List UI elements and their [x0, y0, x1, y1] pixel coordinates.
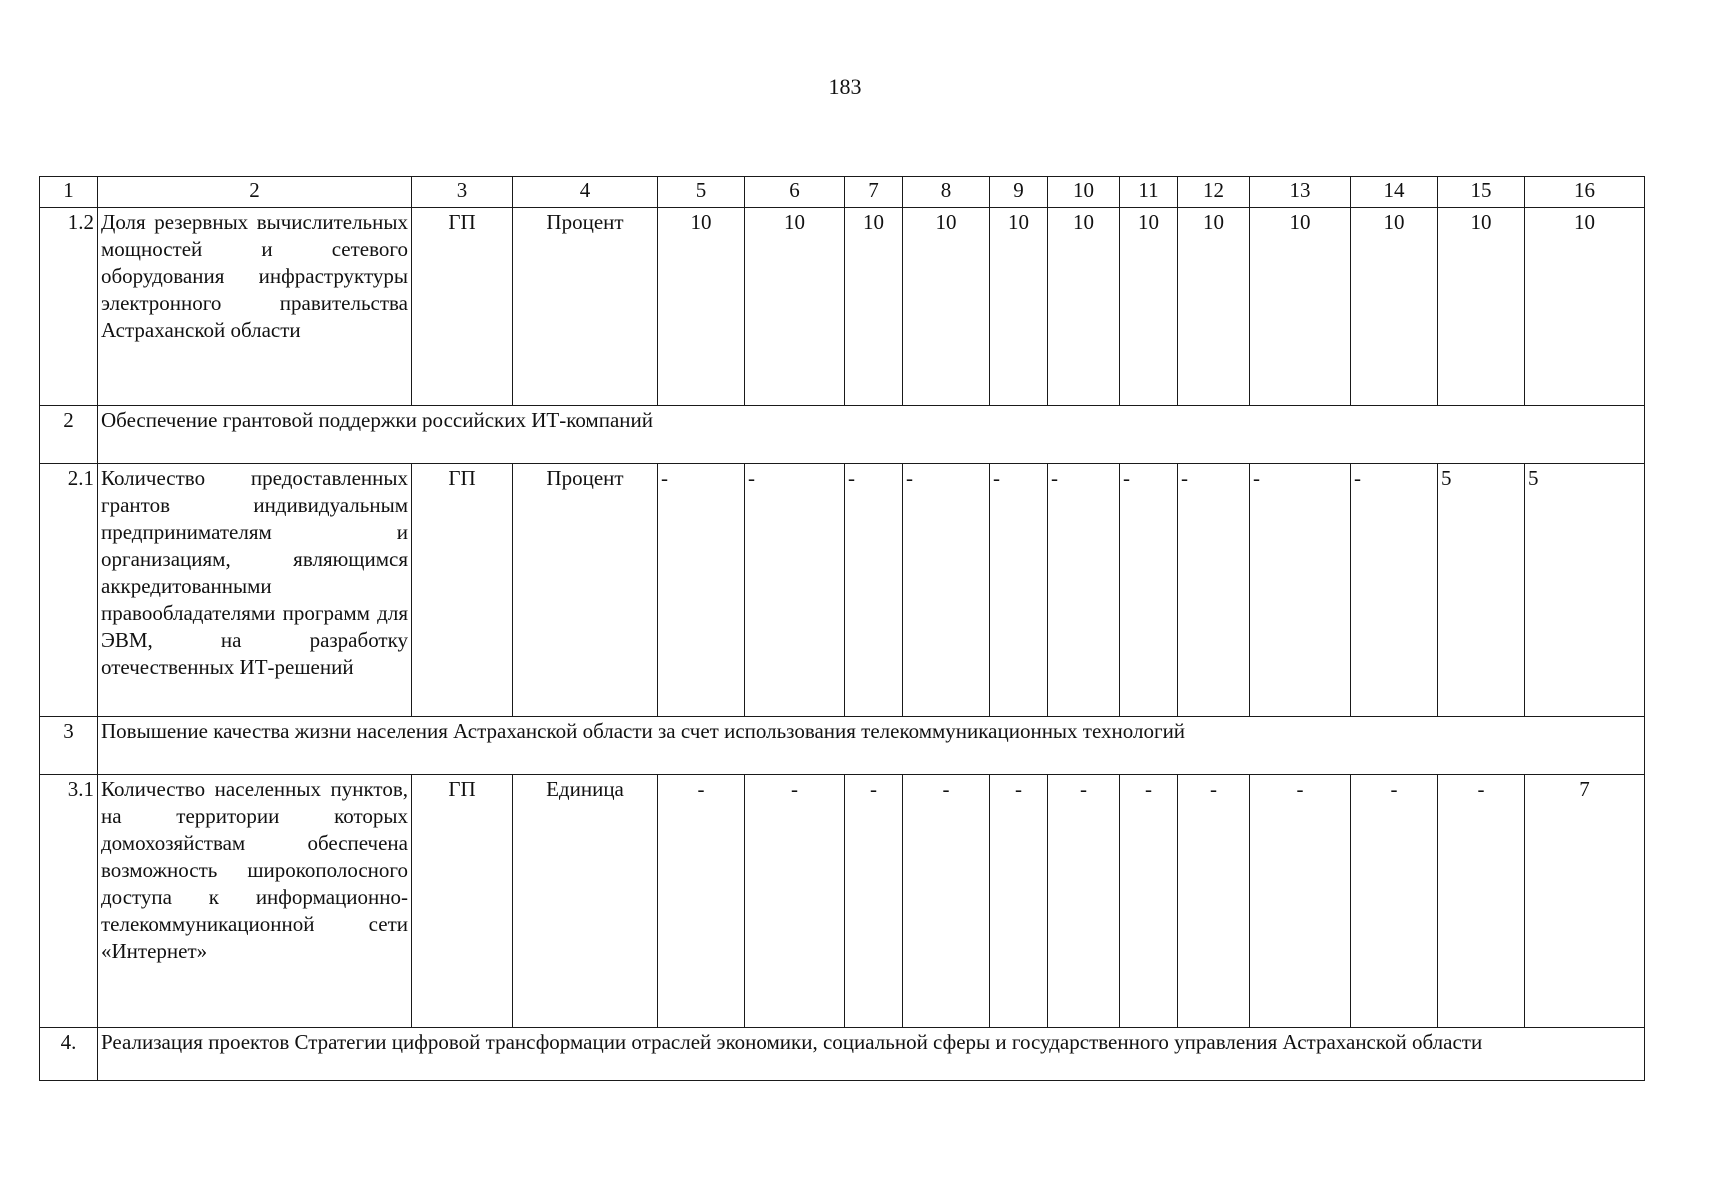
section-row-3 — [40, 717, 1645, 775]
indicator-value: 10 — [1351, 208, 1438, 406]
indicator-value: - — [658, 775, 745, 1028]
indicator-value: 7 — [1525, 775, 1645, 1028]
indicator-value: - — [1351, 464, 1438, 717]
indicator-value: - — [745, 775, 845, 1028]
section-row-2 — [40, 406, 1645, 464]
indicator-value: 10 — [903, 208, 990, 406]
indicator-row-3-1 — [40, 775, 1645, 1028]
indicator-value: - — [658, 464, 745, 717]
section-title: Обеспечение грантовой поддержки российских ИТ-компаний — [98, 406, 1645, 464]
indicator-value: - — [1048, 464, 1120, 717]
column-number: 4 — [513, 177, 658, 208]
indicator-value: 10 — [845, 208, 903, 406]
indicator-value: - — [845, 464, 903, 717]
indicator-value: 5 — [1438, 464, 1525, 717]
indicator-value: - — [1120, 775, 1178, 1028]
column-number: 12 — [1178, 177, 1250, 208]
column-number: 3 — [412, 177, 513, 208]
column-number: 8 — [903, 177, 990, 208]
row-number: 2.1 — [40, 464, 98, 717]
column-number: 15 — [1438, 177, 1525, 208]
indicator-value: 10 — [990, 208, 1048, 406]
indicator-value: - — [745, 464, 845, 717]
section-number: 3 — [40, 717, 98, 775]
column-number: 13 — [1250, 177, 1351, 208]
indicator-value: 10 — [658, 208, 745, 406]
indicator-value: 10 — [1120, 208, 1178, 406]
column-number: 16 — [1525, 177, 1645, 208]
column-number: 1 — [40, 177, 98, 208]
indicator-value: 5 — [1525, 464, 1645, 717]
indicator-value: - — [1351, 775, 1438, 1028]
page-number: 183 — [828, 74, 862, 99]
indicator-unit: Единица — [513, 775, 658, 1028]
indicator-value: 10 — [1178, 208, 1250, 406]
indicator-row-1-2 — [40, 208, 1645, 406]
indicator-value: 10 — [1438, 208, 1525, 406]
column-number: 7 — [845, 177, 903, 208]
column-number: 10 — [1048, 177, 1120, 208]
column-number: 9 — [990, 177, 1048, 208]
indicator-value: - — [1178, 775, 1250, 1028]
indicator-value: 10 — [1250, 208, 1351, 406]
indicator-value: - — [990, 464, 1048, 717]
column-number: 11 — [1120, 177, 1178, 208]
indicator-value: - — [903, 775, 990, 1028]
indicator-name: Количество населенных пунктов, на территории которых домохозяйствам обеспечена возможность широкополосного доступа к информационно-телекоммуникационной сети «Интернет» — [98, 775, 412, 1028]
indicator-value: - — [845, 775, 903, 1028]
section-number: 4. — [40, 1028, 98, 1081]
indicator-value: - — [1438, 775, 1525, 1028]
indicator-value: - — [1120, 464, 1178, 717]
indicator-unit: Процент — [513, 464, 658, 717]
indicator-value: - — [1048, 775, 1120, 1028]
section-row-4 — [40, 1028, 1645, 1081]
row-number: 1.2 — [40, 208, 98, 406]
indicator-value: 10 — [1048, 208, 1120, 406]
column-number: 6 — [745, 177, 845, 208]
column-number-row — [40, 177, 1645, 208]
indicator-value: - — [1178, 464, 1250, 717]
section-title: Повышение качества жизни населения Астраханской области за счет использования телекоммуникационных технологий — [98, 717, 1645, 775]
indicator-name: Количество предоставленных грантов индивидуальным предпринимателям и организациям, являющимся аккредитованными правообладателями программ для ЭВМ, на разработку отечественных ИТ-решений — [98, 464, 412, 717]
indicator-unit: Процент — [513, 208, 658, 406]
indicators-table — [39, 176, 1645, 1081]
indicator-value: 10 — [745, 208, 845, 406]
indicator-type: ГП — [412, 775, 513, 1028]
section-number: 2 — [40, 406, 98, 464]
column-number: 14 — [1351, 177, 1438, 208]
row-number: 3.1 — [40, 775, 98, 1028]
indicator-value: - — [990, 775, 1048, 1028]
indicator-value: - — [1250, 464, 1351, 717]
section-title: Реализация проектов Стратегии цифровой трансформации отраслей экономики, социальной сферы и государственного управления Астраханской области — [98, 1028, 1645, 1081]
indicator-value: 10 — [1525, 208, 1645, 406]
indicator-type: ГП — [412, 208, 513, 406]
indicator-type: ГП — [412, 464, 513, 717]
indicator-name: Доля резервных вычислительных мощностей и сетевого оборудования инфраструктуры электронного правительства Астраханской области — [98, 208, 412, 406]
column-number: 5 — [658, 177, 745, 208]
column-number: 2 — [98, 177, 412, 208]
indicator-value: - — [1250, 775, 1351, 1028]
indicator-value: - — [903, 464, 990, 717]
indicator-row-2-1 — [40, 464, 1645, 717]
